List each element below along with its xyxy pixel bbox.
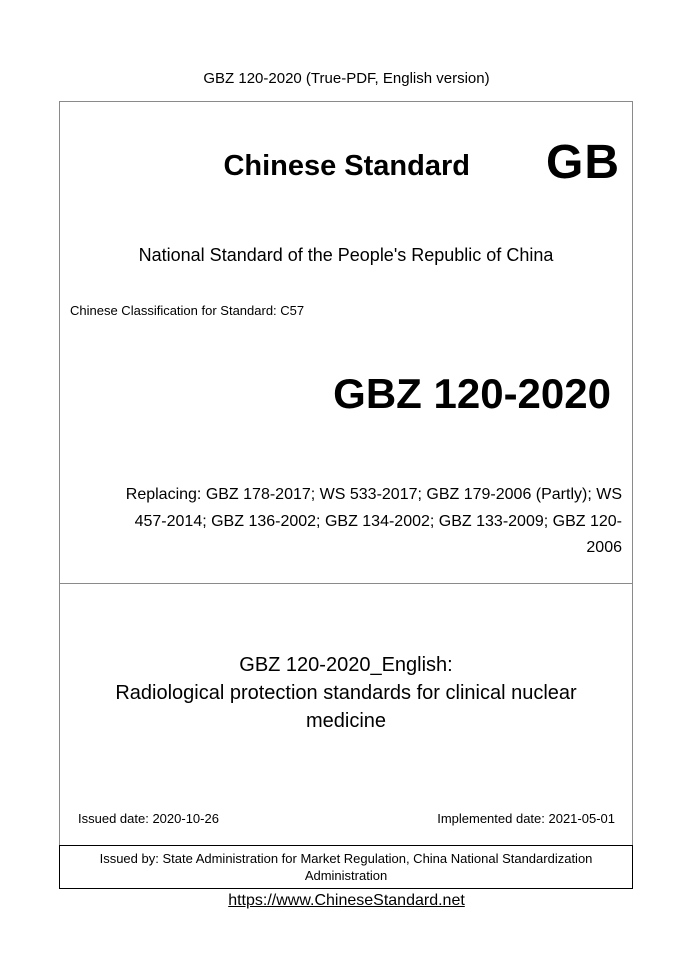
section-divider <box>60 583 632 584</box>
replacing-line: Replacing: GBZ 178-2017; WS 533-2017; GBZ 179-2006 (Partly); WS <box>125 486 622 503</box>
issued-date: Issued date: 2020-10-26 <box>78 811 219 826</box>
website-link[interactable]: https://www.ChineseStandard.net <box>228 892 465 909</box>
standard-title: Chinese Standard <box>223 150 470 182</box>
standard-code: GBZ 120-2020 <box>333 370 611 417</box>
document-title-line: medicine <box>305 710 387 732</box>
replacing-line: 2006 <box>586 539 622 556</box>
document-title <box>60 651 632 735</box>
document-title-line: GBZ 120-2020_English: <box>239 654 453 676</box>
replacing-line: 457-2014; GBZ 136-2002; GBZ 134-2002; GBZ 133-2009; GBZ 120- <box>134 512 622 530</box>
issuer-line: Administration <box>304 868 388 883</box>
issuer-line: Issued by: State Administration for Market Regulation, China National Standardization <box>99 851 593 866</box>
cover-frame <box>59 101 633 888</box>
national-standard-line: National Standard of the People's Republic of China <box>138 245 554 265</box>
classification-line: Chinese Classification for Standard: C57 <box>70 303 305 318</box>
document-header: GBZ 120-2020 (True-PDF, English version) <box>203 70 490 87</box>
replacing-block <box>84 482 622 562</box>
gb-mark: GB <box>546 136 620 189</box>
footer <box>0 892 693 910</box>
implemented-date: Implemented date: 2021-05-01 <box>437 811 615 826</box>
issuer-box <box>59 845 633 889</box>
document-title-line: Radiological protection standards for clinical nuclear <box>115 682 577 704</box>
